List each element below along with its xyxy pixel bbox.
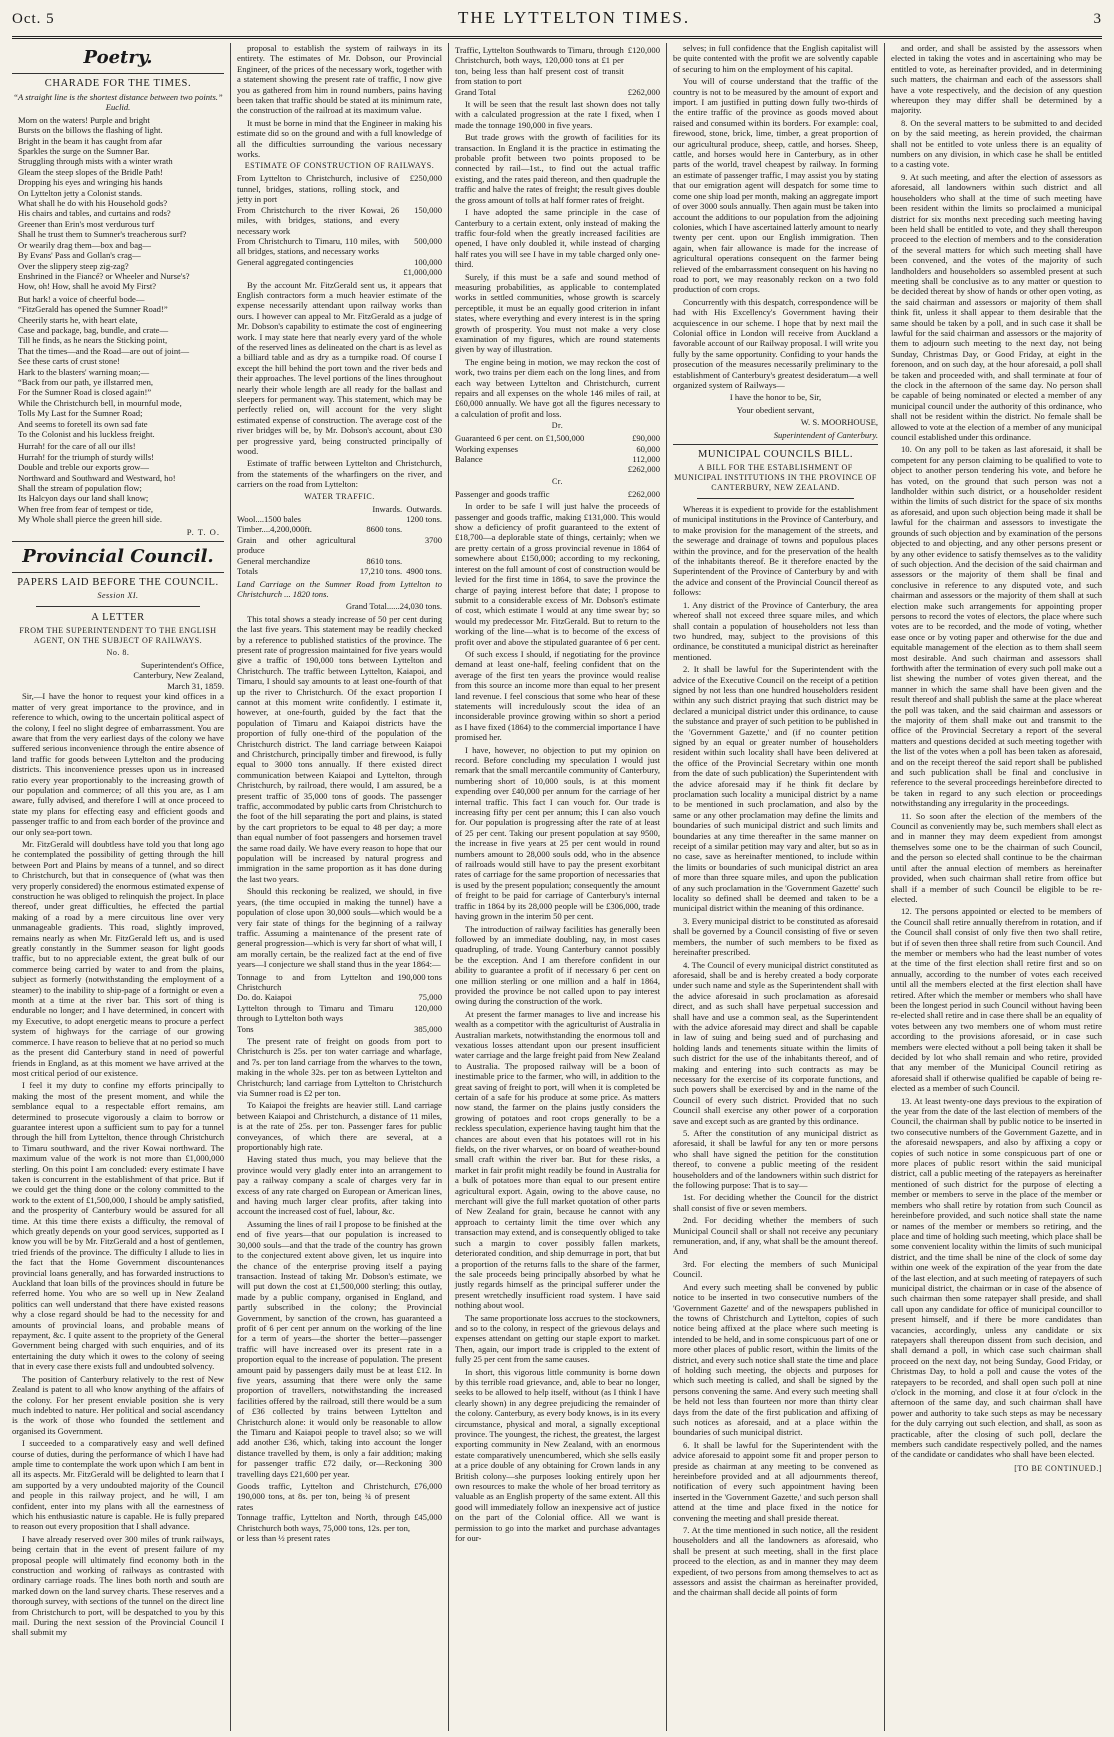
table-cell: General merchandize	[237, 555, 311, 566]
divider	[697, 498, 854, 499]
paragraph: Should this reckoning be realized, we should, in five years, (the time occupied in making the tunnel) have a population of close upon 30,000 souls—which would be a very fair state of things for the beginning of a railway traffic. Assuming a maintenance of the present rate of general progression—which is very far short of what will, I am morally certain, be the realized fact at the end of five years—I conjecture we shall stand thus in the year 1864:—	[237, 886, 442, 970]
table-row	[237, 566, 442, 576]
text-line: Dropping his eyes and wringing his hands	[18, 177, 163, 188]
text-line: Gleam the steep slopes of the Bridle Path!	[18, 166, 163, 177]
water-traffic-table	[237, 504, 442, 577]
paragraph: Assuming the lines of rail I propose to be finished at the end of five years—that our population is increased to 30,000 souls—and that the trade of the country has grown to the conjectured extent above given, let us inquire into the chance of the enterprise proving itself a paying transaction. Instead of taking Mr. Dobson's estimate, we will put down the cost at £1,500,000 sterling; this outlay, made by a public company, organised in England, and partly subscribed in the colony; the Provincial Government, by sanction of the crown, has guaranteed a profit of 6 per cent per annum on the working of the line for a term of years—the shorter the better—passenger traffic will have increased over its present rate in a proportion equal to the increase of population. The present amount paid by passengers daily must be at least £12. In five years, assuming that there were only the same proportion of travellers, notwithstanding the increased facilities offered by the railroad, still there would be a sum of £36 collected by trains between Lyttelton and Christchurch alone: it would only be reasonable to allow the Timaru and Kaiapoi people to travel also; so we will add another £36, which, taking into account the longer distance travelled by them, is only a fair addition; making for passenger traffic £72 daily, or—Reckoning 300 travelling days £21,600 per year.	[237, 1218, 442, 1479]
table-cell-amount: 500,000	[414, 235, 442, 246]
land-carriage-line: Land Carriage on the Sumner Road from Lyttelton to Christchurch ... 1820 tons.	[237, 578, 442, 599]
table-cell-amount: £45,000	[414, 1512, 442, 1523]
table-row	[455, 489, 660, 499]
letter-signer: W. S. MOORHOUSE,	[800, 417, 878, 428]
paragraph: The same proportionate loss accrues to the stockowners, and so to the colony, in respect of the grievous delays and expenses attendant on getting our staple export to market. Then, again, our import trade is crippled to the extent of fully 25 per cent from the same causes.	[455, 1312, 660, 1365]
paragraph: Sir,—I have the honor to request your kind offices in a matter of very great importance to the province, and in reference to which, owing to the uncertain political aspect of the colony, I feel no slight degree of embarrassment. You are aware that from the very earliest days of the colony we have suffered serious inconvenience through the entire absence of land traffic for goods between Lyttelton and the producing districts. This inconvenience presses upon us in increased ratio every year proportionably to the increasing growth of our population and commerce; of all this you are, as I am aware, fully advised, and therefore I will at once proceed to state my plans for effecting easy and efficient goods and passenger traffic to and from each border of the province and our only sea-port town.	[12, 691, 224, 837]
letter-body-cont	[673, 43, 878, 390]
table-row	[237, 556, 442, 566]
paragraph: In order to be safe I will just halve the proceeds of passenger and goods traffic, making £131,000. This would show a deficiency of profit guaranteed to the extent of £18,700—a deplorable state of things, certainly; when we are pretty certain of a gross provincial revenue in 1864 of somewhere about £150,000; according to my reckoning, interest on the full amount of cost of construction would be levied for the first time in 1864, to save the province the charge of paying interest before that date; I propose to submit to a considerable excess of Mr. Dobson's estimate of cost, which estimate I would at any time swear by; so would my predecessor Mr. FitzGerald. But to return to the working of the line—what is to become of the excess of profit over and above the stipulated guarantee of 6 per cent.	[455, 501, 660, 647]
text-line: See these carts of crust stone!	[18, 356, 120, 367]
paragraph: 3. Every municipal district to be constituted as aforesaid shall be governed by a Council consisting of five or seven members, the number of such members to be fixed as hereinafter prescribed.	[673, 915, 878, 958]
paragraph: and order, and shall be assisted by the assessors when elected in taking the votes and in ascertaining who may be entitled to vote, as hereinafter provided, and in determining such matters, the chairman and each of the assessors shall have a vote respectively, and the decision of any question whereupon they may differ shall be determined by a majority.	[891, 43, 1102, 116]
text-line: Shall he trust them to Sumner's treacherous surf?	[18, 229, 187, 240]
table-cell: Wool....1500 bales	[237, 514, 301, 525]
table-cell-item: Tons	[237, 1023, 254, 1034]
paragraph: At present the farmer manages to live and increase his wealth as a competitor with the agriculturist of Australia in Australian markets, notwithstanding the enormous toll and vexatious losses attendant upon our present insufficient water carriage and the large freight paid from New Zealand to Australia. The proposed railway will be a boon of inestimable price to the farmer, who will, in addition to the great saving of freight to port, will when it is completed be certain of a safe for his produce at some price. As matters now stand, the farmer on the plains justly considers the growing of potatoes and root crops generally to be a reckless speculation, experience having taught him that the chances are about even that his potatoes will rot in his fields, on the river wharves, or on board of weather-bound small craft within the river bar. But for these risks, a market in fair profit might readily be found in Australia for a bulk of potatoes more than equal to our present entire agricultural export. Again, owing to the above cause, no merchant will give the full market quotation of other parts of New Zealand for grain, because he cannot with any approach to certainty limit the time over which any transaction may extend, and is consequently obliged to take such a margin to cover possibly fallen markets, deteriorated condition, and ship demurrage in port, that but a proportion of the returns falls to the share of the farmer, the sale proceeds being principally absorbed by what he justly regards himself as the principal sufferer under the present wretchedly insufficient road system. I have said nothing about wool.	[455, 1008, 660, 1311]
divider	[673, 444, 878, 445]
paragraph: The engine being in motion, we may reckon the cost of work, two trains per diem each on the long lines, and from each way between Lyttelton and Christchurch, current repairs and all expenses on the whole 146 miles of rail, at £60,000 annually. We have got all the figures necessary to a calculation of profit and loss.	[455, 356, 660, 419]
table-cell-item: Guaranteed 6 per cent. on £1,500,000	[455, 433, 585, 444]
table-cell: 4900 tons.	[406, 566, 442, 577]
bill-heading: MUNICIPAL COUNCILS BILL.	[697, 449, 854, 461]
letter-body-cont	[455, 99, 660, 419]
text-line: Canterbury, New Zealand,	[133, 670, 224, 681]
table-cell-amount: £262,000	[627, 464, 660, 475]
paragraph: In short, this vigorous little community is borne down by this terrible road grievance, and, able to bear no longer, seeks to be allowed to help itself, without (as I think I have clearly shown) in any degree prejudicing the remainder of the colony. Canterbury, as every body knows, is in its every circumstance, physical and moral, a signally exceptional province. The youngest, the richest, the greatest, the largest exporting community in New Zealand, with an enormous estate comparatively unencumbered, which she sells easily at a price double of any obtaining for Crown lands in any British colony—she purposes looking entirely upon her own resources to make the whole of her broad territory as valuable as an English property of the same extent. All this good will immediately follow an inexpensive act of justice on the part of the Colonial office. All we want is permission to go into the market and purchase advantages for our-	[455, 1366, 660, 1544]
table-row	[455, 454, 660, 464]
text-line: How, oh! How, shall he avoid My First?	[18, 281, 157, 292]
tonnage-table	[237, 972, 442, 1034]
paragraph: Mr. FitzGerald will doubtless have told you that long ago he contemplated the possibility of getting through the hill between Port and Plains by means of a tunnel, and so direct to Christchurch, but that in consequence of (what was then very properly considered) the enormous estimated expense of construction he was obliged to relinquish the project. In place thereof, under great difficulties, he effected the partial making of a road by a mere circuitous line over very unmanageable gradients. This road, slightly improved, remains nearly as when Mr. FitzGerald left us, and is used greatly constantly in the Summer season for light goods traffic, but to no appreciable extent, the great bulk of our commerce being carried by water to and from the plains, subject as formerly (notwithstanding the employment of a steamer) to the inability to ship-page of a fortnight or even a month at a time at the river bar. This sort of thing is endurable no longer; and I have determined, in concert with my Executive, to adopt energetic means to procure a perfect system of highways for the carriage of our growing commerce. I have reason to believe that at no period so much as the present did Canterbury stand in need of powerful friends in England, as at this moment we have arrived at the most critical period of our existence.	[12, 838, 224, 1078]
paragraph: But trade grows with the growth of facilities for its transaction. In England it is the practice in estimating the probable profit between two points proposed to be connected by rail—1st., to find out the actual traffic existing, and the rates paid thereon, and then quadruple the traffic and halve the rates of freight; the result gives double the gross amount of tolls at half former rates of freight.	[455, 132, 660, 205]
paragraph: And every such meeting shall be convened by public notice to be inserted in two consecutive numbers of the 'Government Gazette' and of the newspapers published in the towns of Christchurch and Lyttelton, copies of such notice being affixed at the place where such meeting is intended to be held, and in some conspicuous part of one or more other places of public resort, within the limits of the district, and every such notice shall state the time and place of holding such meeting, the objects and purposes for which such meeting is called, and shall be signed by the persons convening the same. And every such meeting shall be held not less than fourteen nor more than thirty clear days from the date of the first publication and affixing of such notices as aforesaid, and at a place within the boundaries of such municipal district.	[673, 1281, 878, 1438]
paragraph: It must be borne in mind that the Engineer in making his estimate did so on the ground and with a full knowledge of all the difficulties surrounding the various necessary works.	[237, 117, 442, 160]
letter-body	[12, 691, 224, 1638]
text-line: Over the slippery steep zig-zag?	[18, 260, 129, 271]
table-cell-item: Passenger and goods traffic	[455, 488, 550, 499]
credit-table	[455, 489, 660, 499]
text-line: For the Sumner Road is closed again!”	[18, 387, 152, 398]
paragraph: Whereas it is expedient to provide for the establishment of municipal institutions in the Province of Canterbury, and to make provision for the management of the streets, and the sewerage and drainage of towns and populous places within the province, and for the preservation of the health of the inhabitants thereof. Be it therefore enacted by the Superintendent of the Province of Canterbury by and with the advice and consent of the Provincial Council thereof as follows:	[673, 504, 878, 598]
paragraph: I have, however, no objection to put my opinion on record. Before concluding my speculation I would just remark that the small mercantile community of Canterbury, numbering short of 10,000 souls, is at this moment expending over £40,000 per annum for the carriage of her internal traffic. This fact I can vouch for. Our trade is increasing fifty per cent per annum; this I can also vouch for. Our population is progressing after the rate of at least of 25 per cent. Taking our present population at say 9500, the increase in five years at 25 per cent would in round numbers amount to 28,000 souls odd, who in the absence of railroads would still have to pay the present exorbitant rates of carriage for the same proportion of necessaries that is used by the present population; consequently the amount of freight to be paid for carriage of Canterbury's internal traffic in 1864 by its 28,000 people will be £306,000, trade having grown in the interim 50 per cent.	[455, 744, 660, 922]
paragraph: 1st. For deciding whether the Council for the district shall consist of five or seven members.	[673, 1192, 878, 1213]
table-cell-amount: 112,000	[632, 454, 660, 465]
letter-number: No. 8.	[106, 648, 130, 658]
table-cell-item: Goods traffic, Lyttelton and Christchurch, 190,000 tons, at 8s. per ton, being ¾ of present rates	[237, 1481, 411, 1512]
text-line: Morn on the waters! Purple and bright	[18, 114, 150, 125]
divider	[12, 572, 224, 573]
table-cell-amount: 150,000	[414, 204, 442, 215]
table-row	[237, 1024, 442, 1034]
paragraph: The present rate of freight on goods from port to Christchurch is 25s. per ton water carriage and wharfage, and 7s. per ton land carriage from the wharves to the town, making in the whole 32s. per ton as between Lyttelton and Christchurch; land carriage from Lyttelton to Christchurch via Sumner road is £2 per ton.	[237, 1035, 442, 1098]
masthead	[12, 8, 1102, 34]
table-cell-item: Grand Total	[455, 86, 497, 97]
table-cell-amount: £120,000	[627, 45, 660, 55]
divider	[12, 73, 224, 74]
paragraph: Estimate of traffic between Lyttelton and Christchurch, from the statements of the wharfingers on the river, and carriers on the road from Lyttelton:	[237, 458, 442, 490]
text-line: Bursts on the billows the flashing of light.	[18, 125, 163, 136]
text-line: “FitzGerald has opened the Sumner Road!”	[18, 304, 168, 315]
table-row	[237, 236, 442, 257]
letter-body-cont	[237, 280, 442, 490]
table-cell-item: Balance	[455, 454, 483, 465]
to-be-continued: [TO BE CONTINUED.]	[1014, 1463, 1102, 1473]
table-row	[237, 524, 442, 534]
text-line: Till he finds, as he nears the Sticking point,	[18, 335, 168, 346]
divider	[36, 606, 200, 607]
bill-subheading: A BILL FOR THE ESTABLISHMENT OF MUNICIPAL INSTITUTIONS IN THE PROVINCE OF CANTERBURY, NEW ZEALAND.	[674, 463, 877, 493]
text-line: Hurrah! for the triumph of sturdy wills!	[18, 451, 155, 462]
table-cell	[356, 535, 402, 556]
table-header	[237, 504, 356, 514]
letter-subheading: FROM THE SUPERINTENDENT TO THE ENGLISH AGENT, ON THE SUBJECT OF RAILWAYS.	[19, 626, 217, 646]
text-line: When free from fear of tempest or tide,	[18, 503, 154, 514]
paragraph: 3rd. For electing the members of such Municipal Council.	[673, 1258, 878, 1280]
table-row	[237, 173, 442, 204]
table-row	[455, 433, 660, 443]
table-cell-item: General aggregated contingencies	[237, 256, 354, 267]
text-line: Or wearily drag them—box and bag—	[18, 239, 151, 250]
paragraph: 9. At such meeting, and after the election of assessors as aforesaid, all landowners within such district and all householders who shall at the time of such meeting have been resident within the limits so proclaimed a municipal district for six months next preceding such meeting having been held shall be entitled to vote, and they shall thereupon proceed to the election of members and to the consideration of the several matters for which such meeting shall have been convened, and the votes of the majority of such landholders and householders so assembled present at such meeting shall be conclusive as to any matter or question to be decided thereat by show of hands or other open voting, as the said chairman and assessors or majority of them shall think fit, unless it shall appear to them desirable that the same should be taken by a poll, and in such case it shall be lawful for the said chairman and assessors or the majority of them to adjourn such meeting to the next day, not being Sunday, Christmas Day, or Good Friday, at eight in the forenoon, and on such day, at the hour aforesaid, a poll shall be taken and proceeded with, and shall terminate at four of the clock in the afternoon of the same day. No person shall be capable of being nominated or elected a member of any municipal council under the authority of this ordinance, who shall not be resident within the district. No female shall be allowed to vote at the election of a member of any municipal council established under this ordinance.	[891, 171, 1102, 443]
table-cell-item: From Christchurch to Timaru, 110 miles, with all bridges, stations, and necessary works	[237, 235, 400, 257]
paragraph: 7. At the time mentioned in such notice, all the resident householders and all the landowners as aforesaid, who shall be present at such meeting, shall in the first place proceed to the election, as and in manner they may deem expedient, of two persons from among themselves to act as assessors and assist the chairman as hereinafter provided, and the chairman shall decide all points of form	[673, 1525, 878, 1598]
table-row	[237, 1003, 442, 1024]
table-cell-item: Lyttelton through to Timaru and Timaru through to Lyttelton both ways	[237, 1002, 394, 1024]
table-cell: Grain and other agricultural produce	[237, 534, 356, 556]
text-line: Cheerily starts he, with heart elate,	[18, 314, 138, 325]
paragraph: 10. On any poll to be taken as last aforesaid, it shall be competent for any person claiming to be qualified to vote to object to another person tendering his vote, and before he has voted, on the ground that such person was not a landholder within such district, or a householder resident within the limits of such district for the space of six months as aforesaid, and upon such objection being made it shall be lawful for the chairman and assessors to investigate the grounds of such objection and by examination of the persons objected to and objecting, and any other persons present or by any other evidence to satisfy themselves as to the validity of such objection. And the decision of the said chairman and assessors or the majority of them shall be final and conclusive in reference to any disputed vote, and such chairman and assessors or the majority of them shall at such election make such arrangements for appointing proper persons to record the votes of electors, the place where such votes are to be recorded, and the mode of voting, whether ease once or by voting paper and otherwise for the due and equitable management of the election as to them shall seem most desirable. And such chairman and assessors shall forthwith after the termination of every such poll make out a list shewing the number of votes given thereat, and the manner in which the same shall have been given and the result thereof and shall publish the same at the place whereat the poll was taken, and the said chairman and assessors or the majority of them shall make out and transmit to the office of the Provincial Secretary a report of the several matters and questions decided at such meeting together with the list of the votes when a poll has been taken as aforesaid, and on the receipt thereof the said report shall be published and such publication shall be final and conclusive in reference to the several proceedings hereinbefore directed to be taken in regard to any such election or proceedings notwithstanding any irregularity in the proceedings.	[891, 444, 1102, 809]
table-cell-amount: £90,000	[632, 433, 660, 444]
paragraph: Of such excess I should, if negotiating for the province demand at least one-half, feeling confident that on the average of the first ten years the province would realise from this source an income more than equal to her present land revenue. I feel conscious that some who hear of these statements will incredulously scout the idea of an inconsiderable province growing within so short a period as I have fixed (1864) to the commercial importance I have promised her.	[455, 648, 660, 743]
text-line: Its Halcyon days our land shall know;	[18, 493, 149, 504]
column-1	[12, 43, 230, 1731]
poem-epigraph: “A straight line is the shortest distance between two points.” Euclid.	[13, 92, 223, 113]
paragraph: 2nd. For deciding whether the members of such Municipal Council shall or shall not receive any pecuniary remuneration, and, if any, what shall be the amount thereof. And	[673, 1215, 878, 1257]
paragraph: This total shows a steady increase of 50 per cent during the last five years. This statement may be readily checked by a reference to published statistics of the province. The present rate of progression maintained for five years would give a traffic of 190,000 tons between Lyttelton and Christchurch. The traffic between Lyttelton, Kaiapoi, and Timaru, I should say amounts to at least one-fourth of that up the river to Christchurch. Of the exact proportion I cannot at this moment write confidently. I estimate it, however, at one-fourth, guided by the fact that the population of Timaru and Kaiapoi districts have the proportion of fully one-third of the population of the Christchurch district. The land carriage between Kaiapoi and Christchurch, principally timber and firewood, is fully equal to 3000 tons annually. If there existed direct communication between Kaiapoi and Lyttelton, through Christchurch, by railroad, there would, I am assured, be a present traffic of 35,000 tons of goods. The passenger traffic, accommodated by public carts from Christchurch to the foot of the hill separating the port and plains, is stated by the cart proprietors to be equal to 48 per day; a more than equal number of foot passengers and horsemen travel the same road daily. We have every reason to hope that our population will be increased by natural progress and immigration in the same proportion as it has done during the last two years.	[237, 613, 442, 884]
letter-body-cont	[237, 614, 442, 970]
table-header: Outwards.	[406, 503, 442, 514]
columns	[12, 43, 1102, 1731]
table-cell	[402, 524, 442, 534]
paragraph: 6. It shall be lawful for the Superintendent with the advice aforesaid to appoint some fit and proper person to preside as chairman at any meeting to be convened as hereinbefore provided and at all adjournments thereof, notification of every such appointment having been inserted in the 'Government Gazette,' and such person shall attend at the time and place fixed in the notice for convening the meeting and shall preside thereat.	[673, 1439, 878, 1523]
table-cell-amount: £250,000	[409, 173, 442, 184]
table-cell-item: Traffic, Lyttelton Southwards to Timaru, through Christchurch, both ways, 120,000 tons at £1 per ton, being less than half present cost of transit from station to port	[455, 45, 624, 87]
table-cell	[402, 556, 442, 566]
table-header-row	[237, 504, 442, 514]
text-line: Tolls My Last for the Sumner Road;	[18, 408, 143, 419]
table-cell: 1200 tons.	[406, 514, 442, 525]
credit-label: Cr.	[551, 476, 564, 486]
letter-address	[12, 660, 224, 691]
letter-body-cont	[237, 43, 442, 159]
table-cell: 17,210 tons.	[359, 566, 403, 577]
column-3	[448, 43, 666, 1731]
poem-stanza-3	[18, 441, 224, 524]
paragraph: 4. The Council of every municipal district constituted as aforesaid, shall be and is hereby created a body corporate under such name and style as the Superintendent shall with the advice aforesaid in such proclamation as aforesaid direct, and as such shall have perpetual succession and shall have and use a common seal, as the Superintendent with the advice aforesaid may direct and shall be capable in law of suing and being sued and of purchasing and holding lands and tenements situate within the limits of such district for the use of the inhabitants thereof, and of making and entering into such contracts as may be necessary for the exercise of its corporate functions, and such powers shall be exercised by and in the name of the Council of every such district. Provided that no such Council shall exercise any other power of a corporation save and except such as are granted by this ordinance.	[673, 959, 878, 1126]
table-header: Inwards.	[372, 503, 403, 514]
text-line: To the Colonist and his luckless freight.	[18, 429, 155, 439]
table-cell: 8610 tons.	[366, 555, 403, 566]
paragraph: I succeeded to a comparatively easy and well defined course of duties, during the performance of which I have had ample time to contemplate the work upon which I am bent in all its aspects. Mr. FitzGerald will be delighted to learn that I am supported by a very undoubted majority of the Council and people in this railway project, and he will, I am confident, enter into my plans with all the earnestness of which his enthusiastic nature is capable. He is fully prepared to reason out every proposition that I shall advance.	[12, 1438, 224, 1532]
bill-body-cont	[891, 43, 1102, 1460]
poem-signature: P. T. O.	[186, 526, 220, 537]
table-row	[455, 464, 660, 474]
paragraph: To Kaiapoi the freights are heavier still. Land carriage between Kaiapoi and Christchurch, a distance of 11 miles, is at the rate of 25s. per ton. Passenger fares for public conveyances, of which there are several, at a proportionably high rate.	[237, 1100, 442, 1153]
masthead-rule	[12, 36, 1102, 39]
text-line: On Lyttelton jetty a Colonist stands.	[18, 187, 143, 198]
letter-body-cont	[237, 1036, 442, 1479]
text-line: Bright in the beam it has caught from afar	[18, 135, 163, 146]
paragraph: You will of course understand that the traffic of the country is not to be measured by the amount of export and import. I am justified in putting down fully two-thirds of the entire traffic of the province as goods moved about raised and consumed within its borders. For example: coal, firewood, stone, brick, lime, timber, a great proportion of our agricultural produce, sheep, cattle, and horses. Sheep, cattle, and horses would here in Canterbury, as in other parts of the world, travel cheapest by railway. In forming an estimate of passenger traffic, I may assist you by stating that our emigration agent will despatch for some time to come one ship load per month, making an aggregate import of over 3000 souls annually. Then again must be taken into account the additions to our population from the adjoining colonies, which I have ascertained latterly amount to nearly twenty per cent. upon our English immigration. Then again, when fair allowance is made for the increase of agricultural operations consequent on the farmer being relieved of the embarrassment consequent on his having no road to port, we may reasonably reckon on a two fold production of corn crops.	[673, 76, 878, 295]
estimate-table	[237, 173, 442, 277]
table-cell-item: From Christchurch to the river Kowai, 26 miles, with bridges, stations, and every necessary work	[237, 204, 400, 236]
table-row	[237, 205, 442, 236]
session-label: Session XI.	[97, 591, 139, 601]
table-cell-amount: £262,000	[627, 488, 660, 499]
paragraph: Concurrently with this despatch, correspondence will be had with His Excellency's Government having their acquiescence in our scheme. I hope that by next mail the Colonial office in London will receive from Auckland a favorable account of our Railway proposal. I will write you fully by the same opportunity. Confiding to your hands the prosecution of the measures necessarily preliminary to the establishment of Canterbury's greatest desideratum—a well organized system of Railways—	[673, 296, 878, 390]
text-line: By Evans' Pass and Gollan's crag—	[18, 250, 141, 261]
text-line: Enshrined in the Fiancé? or Wheeler and Nurse's?	[18, 270, 190, 281]
text-line: What shall he do with his Household gods?	[18, 198, 168, 209]
paragraph: 12. The persons appointed or elected to be members of the Council shall retire annually therefrom in rotation, and if the Council shall consist of only five then two shall retire, but if of seven then three shall retire from such Council. And the member or members who had the least number of votes at the time of the first election shall retire first and so on annually, according to the number of votes each received until all the members elected at the first election shall have retired. After which the member or members who shall have been the longest period in such Council without having been re-elected shall retire and in case there shall be an equality of votes between any two members one of whom must retire according to the provisions aforesaid, or in case such members were elected without a poll being taken it shall be decided by lot who shall remain and who retire, provided that any member of the Municipal Council retiring as aforesaid shall if otherwise qualified be capable of being re-elected as a member of such Council.	[891, 906, 1102, 1094]
text-line: Sparkles the surge on the Sumner Bar.	[18, 146, 150, 157]
letter-closing-2: Your obedient servant,	[736, 404, 815, 415]
paragraph: 8. On the several matters to be submitted to and decided on by the said meeting, as herein provided, the chairman shall not be entitled to vote unless there is an equality of numbers on any division, in which case he shall be entitled to a casting vote.	[891, 117, 1102, 170]
table-row	[237, 1481, 442, 1512]
text-line: Superintendent's Office,	[140, 660, 224, 671]
issue-date: Oct. 5	[12, 11, 55, 27]
table-cell-item: Working expenses	[455, 443, 519, 454]
paragraph: It will be seen that the result last shown does not tally with a calculated progression at the rate I fixed, when I made the tonnage 190,000 in five years.	[455, 99, 660, 130]
text-line: March 31, 1859.	[167, 680, 224, 691]
poem-stanza-1	[18, 115, 224, 292]
text-line: Shall the stream of population flow;	[18, 483, 142, 494]
text-line: Struggling through mists with a winter wrath	[18, 156, 173, 167]
text-line: Greener than Erin's most verdurous turf	[18, 218, 155, 229]
table-row	[237, 257, 442, 267]
water-traffic-rows	[237, 514, 442, 576]
table-cell-amount: £76,000	[414, 1481, 442, 1492]
text-line: His chairs and tables, and curtains and rods?	[18, 208, 171, 219]
goods-traffic-table-cont	[455, 45, 660, 97]
water-traffic-heading: WATER TRAFFIC.	[304, 491, 375, 501]
paragraph: The position of Canterbury relatively to the rest of New Zealand is patent to all who know anything of the affairs of the colony. For her present enviable position she is very much indebted to nature. Her political and social ascendancy is the work of those who founded the settlement and organised its Government.	[12, 1373, 224, 1436]
papers-heading: PAPERS LAID BEFORE THE COUNCIL.	[17, 577, 219, 589]
text-line: Double and treble our exports grow—	[18, 462, 150, 473]
table-row	[237, 972, 442, 993]
table-cell: 8600 tons.	[366, 524, 403, 535]
debit-label: Dr.	[551, 421, 564, 431]
table-row	[237, 514, 442, 524]
table-row	[237, 992, 442, 1002]
column-5	[884, 43, 1102, 1731]
column-4	[666, 43, 884, 1731]
paragraph: The introduction of railway facilities has generally been followed by an immediate doubling, nay, in most cases quadrupling, of trade. Young Canterbury cannot possibly be the exception. And I am therefore confident in our ability to guarantee a profit of if necessary 6 per cent on one million sterling or one million and a half in 1864, provided the province be not called upon to pay interest owing during the construction of the work.	[455, 923, 660, 1007]
paragraph: 2. It shall be lawful for the Superintendent with the advice of the Executive Council on the receipt of a petition signed by not less than one hundred householders resident within any such district praying that such district may be declared a municipal district under this ordinance, to cause the substance and prayer of such petition to be published in the 'Government Gazette,' and (if no counter petition signed by an equal or greater number of householders resident within such locality shall have been delivered at the office of the Provincial Secretary within one month from the date of such publication) the Superintendent with the advice aforesaid may if he think fit declare by proclamation such locality a municipal district by a name to be mentioned in such proclamation, and also by the same or any other proclamation may define the limits and boundaries of such municipal district and such limits and boundaries at any time thereafter in the same manner on receipt of a similar petition may vary and alter, but so as in no case, save as hereinafter mentioned, to include within the limits or boundaries of such municipal district an area of more than three square miles, and upon the publication of any such proclamation in the 'Government Gazette' such locality so defined shall be deemed and taken to be a municipal district within the meaning of this ordinance.	[673, 664, 878, 914]
paragraph: proposal to establish the system of railways in its entirety. The estimates of Mr. Dobson, our Provincial Engineer, of the prices of the necessary work, together with a statement showing the present rate of traffic, I now give you as gathered from him in round numbers, pains having been taken that traffic should be stated at its minimum rate, the construction of the railroad at its maximum value.	[237, 43, 442, 116]
paragraph: I have already reserved over 300 miles of trunk railways, being certain that in the event of present failure of my proposal people will ultimately find economy both in the construction and working of railways as contrasted with ordinary carriage roads. The lines both north and south are marked down on the land survey charts. These reserves and a thorough survey, with sections of the tunnel on the direct line from Christchurch to port, will be despatched to you by this mail. During the next session of the Provincial Council I shall submit my	[12, 1533, 224, 1638]
table-cell-amount: 120,000	[414, 1002, 442, 1013]
text-line: My Whole shall pierce the green hill side.	[18, 514, 162, 525]
poetry-heading: Poetry.	[83, 47, 153, 68]
letter-closing: I have the honor to be, Sir,	[729, 392, 822, 403]
text-line: And seems to foretell its own sad fate	[18, 418, 148, 429]
divider	[12, 541, 224, 542]
text-line: While the Christchurch bell, in mournful mode,	[18, 397, 182, 408]
table-row	[237, 1512, 442, 1543]
paragraph: Having stated thus much, you may believe that the province would very gladly enter into an arrangement to pay a railway company a scale of charges very far in excess of any rate charged on European or American lines, and having much larger clear profits, after taking into account the increased cost of fuel, labour, &c.	[237, 1154, 442, 1217]
table-row	[455, 45, 660, 87]
page-number: 3	[1093, 11, 1102, 27]
paragraph: 13. At least twenty-one days previous to the expiration of the year from the date of the last election of members of the Council, the chairman shall by public notice to be inserted in two consecutive numbers of the Government Gazette, and in the aforesaid newspapers, and also by affixing a copy or copies of such notice in some conspicuous part of one or more places of public resort within the said municipal district, call a public meeting of the ratepayers as hereinafter mentioned of such district for the purpose of electing a member or members to serve in the place of the member or members who shall retire by rotation from such Council as hereinbefore provided, and such notice shall state the name or names of the member or members so retiring, and the place and time of holding such meeting, which place shall be some convenient locality within the limits of such municipal district, and the time shall be nine of the clock of some day within one week of the expiration of the year from the date of the last election, and at such meeting of ratepayers of such municipal district, the chairman or in case of the absence of such chairman then some ratepayer shall preside, and shall call upon any candidate for office of municipal councillor to present himself, and if there be more candidates than vacancies, accordingly, unless any candidate or six ratepayers shall thereupon dissent from such decision, and shall demand a poll, in which case such chairman shall proceed on the next day, not being Sunday, Good Friday, or Christmas Day, to hold a poll and cause the votes of the ratepayers to be recorded, and shall open such poll at nine o'clock in the morning, and close it at four o'clock in the afternoon of the same day, and such chairman shall have power and authority to take such steps as may be necessary for the duly carrying out such election, and shall, as soon as practicable, after the closing of such poll, declare the members such candidate respectively polled, and the names of the candidate or candidates who shall have been elected.	[891, 1095, 1102, 1460]
paragraph: 5. After the constitution of any municipal district as aforesaid, it shall be lawful for any ten or more persons who shall have signed the petition for the constitution thereof, to convene a public meeting of the resident householders and of the landowners within such district for the following purpose: That is to say—	[673, 1128, 878, 1191]
paragraph: 11. So soon after the election of the members of the Council as conveniently may be, such members shall elect as and in manner they may deem expedient from amongst themselves some one to be the chairman of such Council, and the person so elected shall continue to be the chairman until after the annual election of members as hereinafter provided, when such chairman shall retire from office but shall if a member of such Council be eligible to be re-elected.	[891, 810, 1102, 904]
debit-table	[455, 433, 660, 475]
column-2	[230, 43, 448, 1731]
paragraph: Surely, if this must be a safe and sound method of measuring probabilities, as applicable to contemplated works in settled communities, whose growth is scarcely perceptible, it must be an equally good criterion in infant states, where everything and every interest is in the spring growth of prosperity. You must not make a very close examination of my figures, which are round statements given by way of illustration.	[455, 271, 660, 355]
table-cell: Timber....4,200,000ft.	[237, 524, 312, 535]
table-row	[455, 87, 660, 97]
text-line: Northward and Southward and Westward, ho!	[18, 472, 176, 483]
table-cell: 3700	[424, 534, 442, 545]
paragraph: I have adopted the same principle in the case of Canterbury to a certain extent, only instead of making the traffic four-fold when the greatly increased facilities are opened, I have only doubled it, while instead of charging half rates you will see I have in my table charged only one-third.	[455, 207, 660, 270]
paragraph: selves; in full confidence that the English capitalist will be quite contented with the profit we are solvently capable of securing to him on the employment of his capital.	[673, 43, 878, 74]
paragraph: By the account Mr. FitzGerald sent us, it appears that English contractors form a much heavier estimate of the expense necessarily attendant upon railway works than ours. I however can appeal to Mr. FitzGerald as a judge of Mr. Dobson's capability to estimate the cost of engineering work. I may state here that nearly every yard of the whole of the reserved lines as delineated on the chart is as level as a billiard table and as dry as a turnpike road. Of course I except the hill behind the port town and the river beds and their approaches. The level portions of the lines throughout nearly their whole length are all ready for the ballast and sleepers for permanent way. This statement, which may be perfectly relied on, will account for the very slight estimated expense of construction. The average cost of the river bridges will be, by Mr. Dobson's account, about £30 per progressive yard, being constructed principally of wood.	[237, 279, 442, 457]
table-cell: Totals	[237, 566, 258, 577]
goods-traffic-table	[237, 1481, 442, 1543]
paragraph: 1. Any district of the Province of Canterbury, the area whereof shall not exceed three square miles, and which shall contain a population of householders not less than two hundred, may, subject to the provisions of this ordinance, be constituted a municipal district as hereinafter mentioned.	[673, 599, 878, 662]
text-line: “Back from our path, ye illstarred men,	[18, 376, 154, 387]
table-cell-amount: £262,000	[627, 86, 660, 97]
poem-stanza-2	[18, 294, 224, 440]
paragraph: I feel it my duty to confine my efforts principally to making the most of the present moment, and while the semblance equal to a respectable effort remains, am determined to prosecute vigorously a claim to borrow or guarantee interest upon a sufficient sum to pay for a tunnel through the hill from Lyttelton, thence through Christchurch to Timaru southward, and the river Kowai northward. The maximum value of the work is not more than £1,000,000 sterling. On this point I am concluded: every estimate I have taken is concurrent in the establishment of that price. But if we could get the thing done or the colony committed to the work to the extent of £1,500,000, I should be amply satisfied, and the prosperity of Canterbury would be assured for all time. At this time there exists a difficulty, the removal of which greatly depends on your good services, supported as I know you will be by Mr. FitzGerald and a host of gentlemen, tried friends of the province. The difficulty I allude to lies in the fact that the Home Government discountenances provincial loans generally, and has forwarded instructions to Auckland that loan bills of the provinces should in future be referred home. You who are so well up in New Zealand politics can well understand that there have existed reasons why a close regard should be had to the necessity for and amounts of provincial loans, and probable means of repayment, &c. I quite assent to the propriety of the General Government being charged with such enquiries, and of its entertaining the duty which it owes to the colony of seeing that in every case there exists full and undoubted solvency.	[12, 1080, 224, 1372]
provincial-council-heading: Provincial Council.	[22, 546, 214, 568]
letter-heading: A LETTER	[91, 612, 145, 624]
letter-body-cont	[455, 501, 660, 1543]
table-cell-amount: 60,000	[636, 443, 660, 454]
table-cell-amount: 100,000	[414, 256, 442, 267]
newspaper-title: THE LYTTELTON TIMES.	[458, 8, 691, 27]
table-row	[455, 444, 660, 454]
table-cell-item	[455, 464, 615, 474]
text-line: That the times—and the Road—are out of joint—	[18, 345, 190, 356]
table-cell-amount: £1,000,000	[403, 267, 442, 278]
table-cell-item: Tonnage to and from Lyttelton and Christchurch	[237, 971, 394, 992]
table-cell-amount: 385,000	[414, 1023, 442, 1034]
table-cell-item: From Lyttelton to Christchurch, inclusive of tunnel, bridges, stations, rolling stock, and jetty in port	[237, 173, 400, 205]
poem-title: CHARADE FOR THE TIMES.	[44, 78, 192, 89]
letter-signer-title: Superintendent of Canterbury.	[773, 429, 878, 440]
text-line: Case and package, bag, bundle, and crate—	[18, 324, 169, 335]
table-cell	[356, 514, 402, 524]
text-line: Hark to the blasters' warning moan;—	[18, 366, 150, 377]
table-row	[237, 267, 442, 277]
table-cell-amount: 190,000 tons	[397, 971, 442, 982]
table-cell-amount: 75,000	[418, 992, 442, 1003]
table-cell-item: Tonnage traffic, Lyttelton and North, through Christchurch both ways, 75,000 tons, 12s. per ton, or less than ½ present rates	[237, 1512, 411, 1544]
text-line: But hark! a voice of cheerful bode—	[18, 293, 145, 304]
text-line: Hurrah! for the care of all our ills!	[18, 441, 136, 452]
grand-total-line: Grand Total......24,030 tons.	[345, 601, 442, 612]
bill-body	[673, 504, 878, 1598]
table-cell-item	[237, 267, 399, 277]
table-cell-item: Do. do. Kaiapoi	[237, 992, 292, 1003]
table-row	[237, 535, 442, 556]
estimate-heading: ESTIMATE OF CONSTRUCTION OF RAILWAYS.	[244, 161, 435, 171]
